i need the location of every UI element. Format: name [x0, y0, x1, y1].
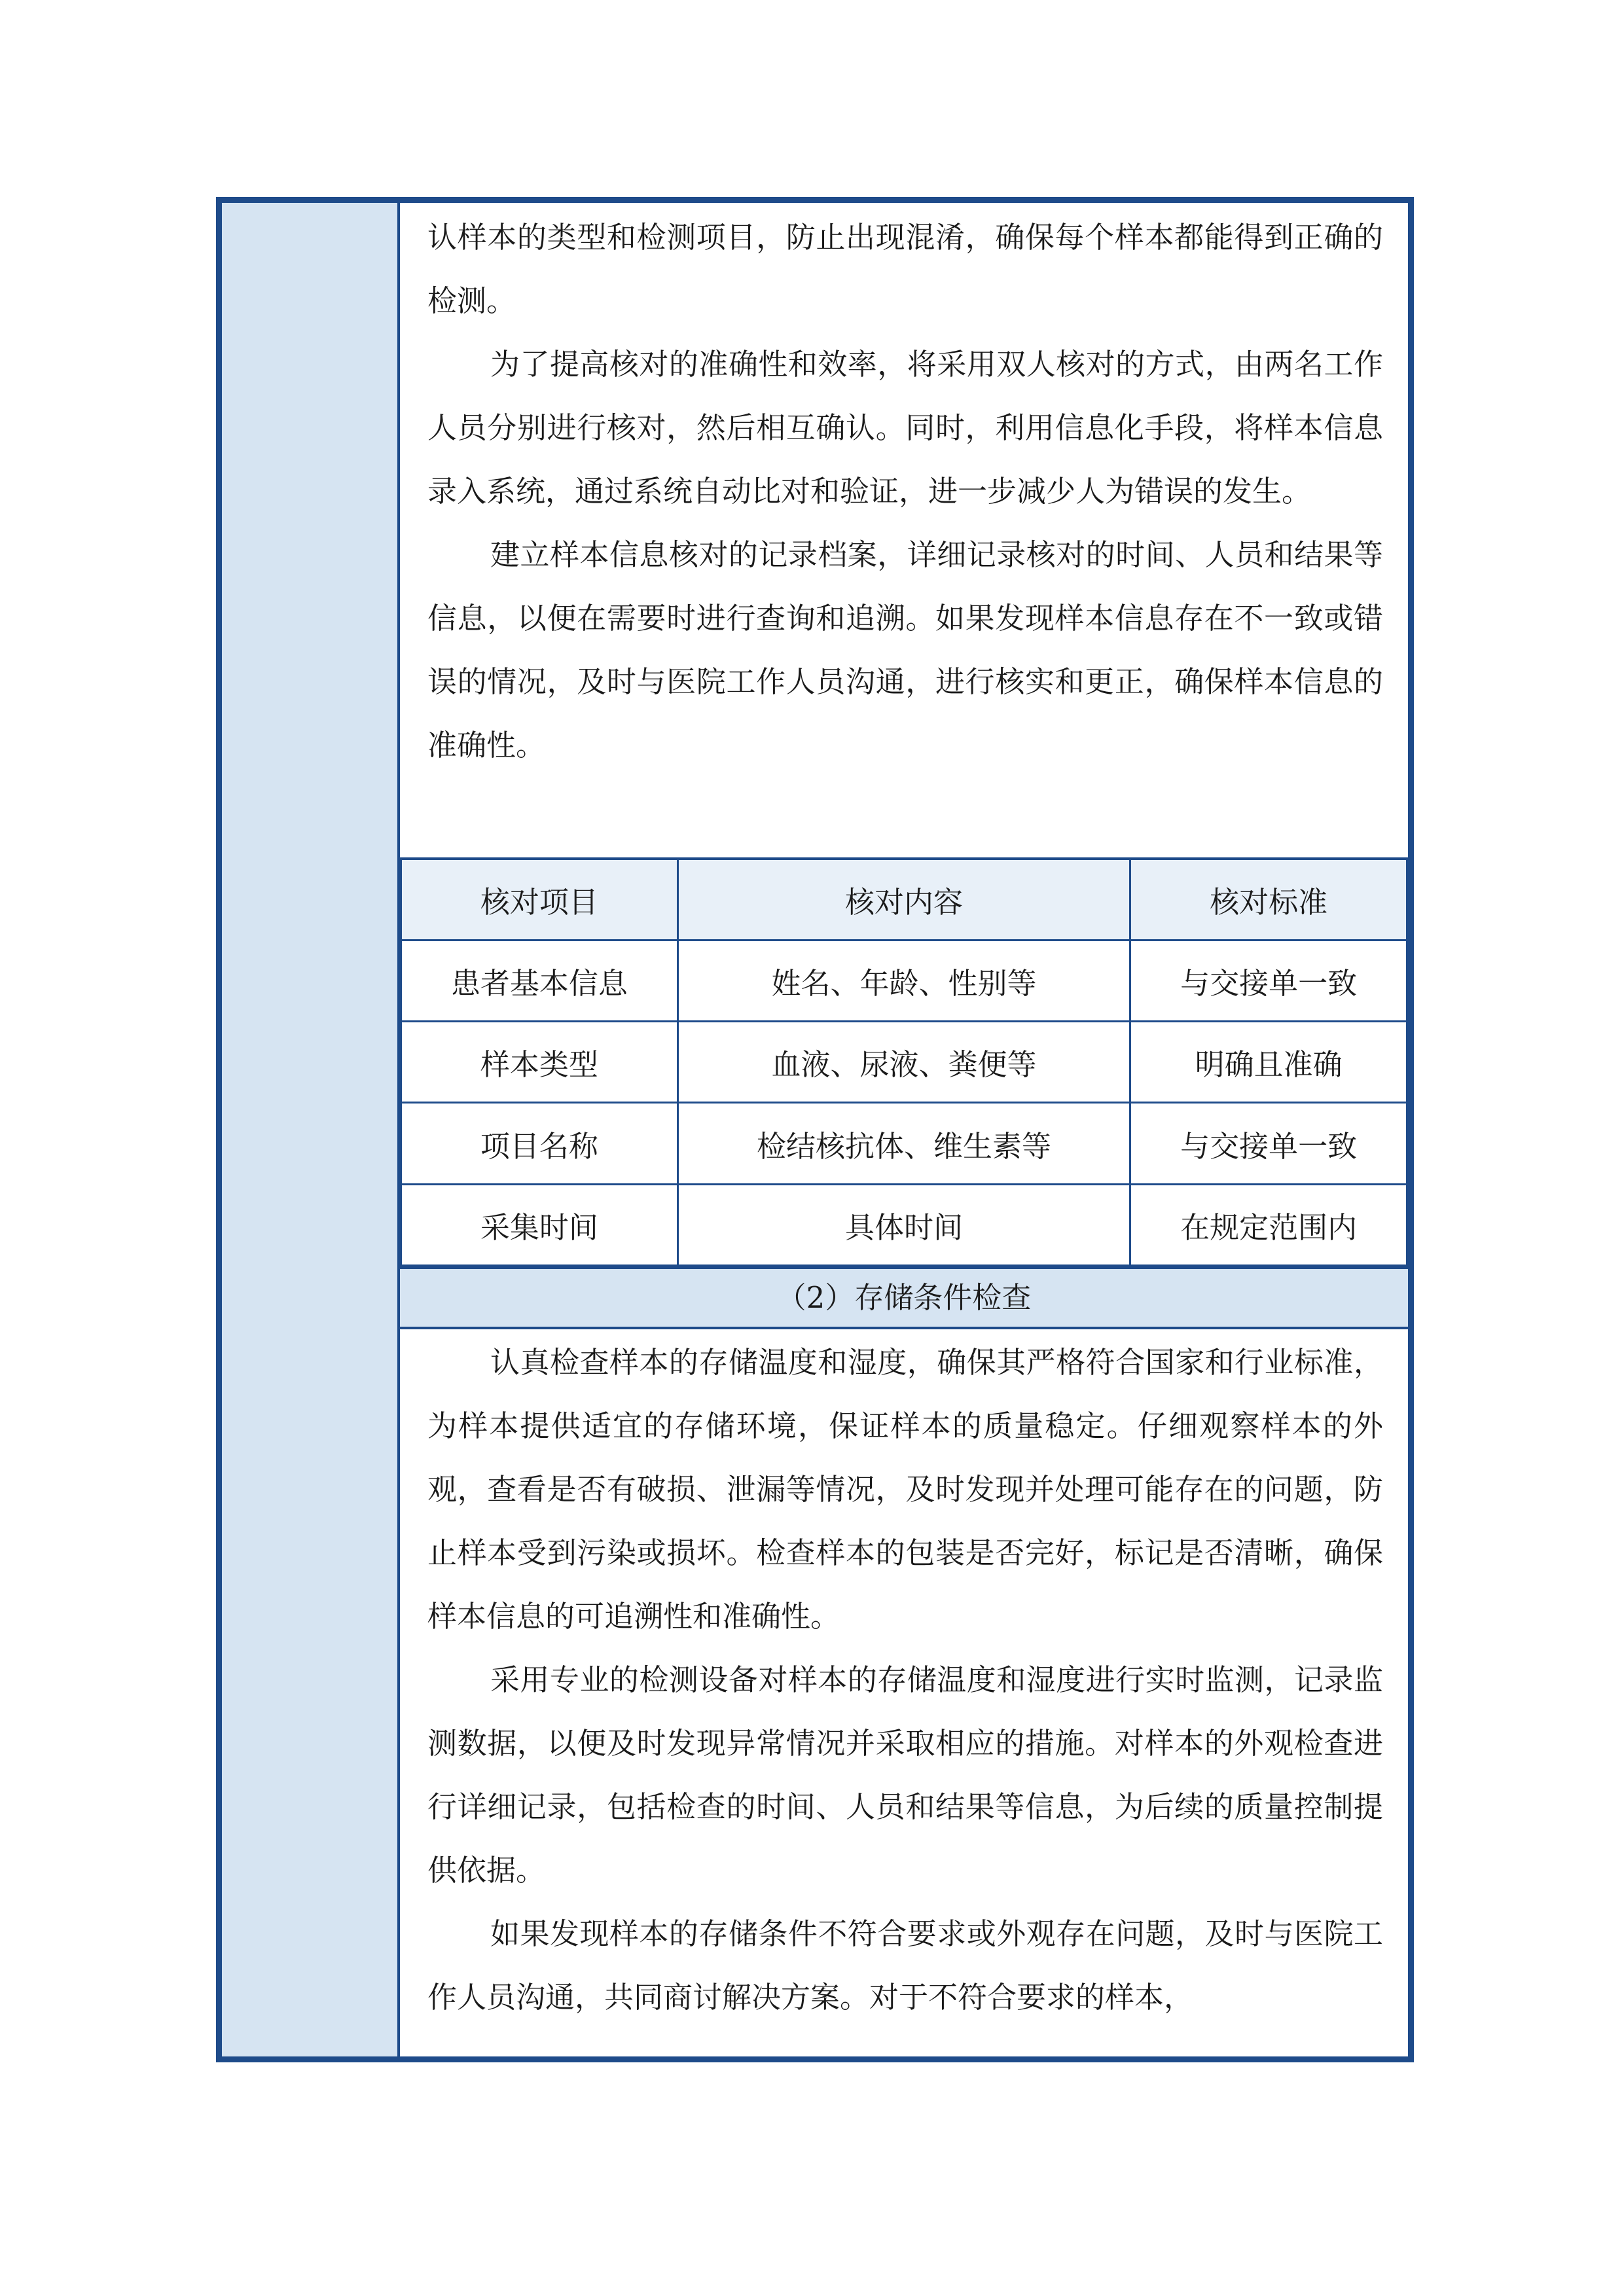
document-frame: [216, 197, 1414, 2062]
table-row: [401, 1022, 1407, 1103]
table-cell: 项目名称: [401, 1103, 678, 1184]
left-sidebar-column: [222, 203, 400, 2056]
table-row: [401, 1184, 1407, 1265]
table-cell: 血液、尿液、粪便等: [677, 1022, 1130, 1103]
table-row: [401, 940, 1407, 1021]
paragraph: 如果发现样本的存储条件不符合要求或外观存在问题，及时与医院工作人员沟通，共同商讨解决方案。对于不符合要求的样本，: [427, 1916, 1383, 2015]
table-cell: 姓名、年龄、性别等: [677, 940, 1130, 1021]
table-cell: 具体时间: [677, 1184, 1130, 1265]
content-column: [400, 203, 1408, 2056]
table-header-cell: 核对项目: [401, 859, 678, 940]
table-cell: 与交接单一致: [1130, 1103, 1407, 1184]
verification-table: [400, 857, 1408, 1266]
table-cell: 采集时间: [401, 1184, 678, 1265]
paragraph: 建立样本信息核对的记录档案，详细记录核对的时间、人员和结果等信息，以便在需要时进行查询和追溯。如果发现样本信息存在不一致或错误的情况，及时与医院工作人员沟通，进行核实和更正，确保样本信息的准确性。: [427, 537, 1383, 762]
paragraph: 认样本的类型和检测项目，防止出现混淆，确保每个样本都能得到正确的检测。: [427, 220, 1383, 318]
paragraph: 认真检查样本的存储温度和湿度，确保其严格符合国家和行业标准，为样本提供适宜的存储环境，保证样本的质量稳定。仔细观察样本的外观，查看是否有破损、泄漏等情况，及时发现并处理可能存在的问题，防止样本受到污染或损坏。检查样本的包装是否完好，标记是否清晰，确保样本信息的可追溯性和准确性。: [427, 1345, 1383, 1634]
table-cell: 明确且准确: [1130, 1022, 1407, 1103]
table-cell: 与交接单一致: [1130, 940, 1407, 1021]
table-header-cell: 核对内容: [677, 859, 1130, 940]
paragraph: 采用专业的检测设备对样本的存储温度和湿度进行实时监测，记录监测数据，以便及时发现异常情况并采取相应的措施。对样本的外观检查进行详细记录，包括检查的时间、人员和结果等信息，为后续的质量控制提供依据。: [427, 1662, 1383, 1888]
table-row: [401, 1103, 1407, 1184]
section-heading: （2）存储条件检查: [400, 1266, 1408, 1329]
table-cell: 在规定范围内: [1130, 1184, 1407, 1265]
bottom-text-block: [400, 1331, 1408, 2029]
table-header-cell: 核对标准: [1130, 859, 1407, 940]
table-cell: 样本类型: [401, 1022, 678, 1103]
table-cell: 患者基本信息: [401, 940, 678, 1021]
paragraph: 为了提高核对的准确性和效率，将采用双人核对的方式，由两名工作人员分别进行核对，然后相互确认。同时，利用信息化手段，将样本信息录入系统，通过系统自动比对和验证，进一步减少人为错误的发生。: [427, 347, 1383, 509]
top-text-block: [400, 206, 1408, 777]
table-header-row: [401, 859, 1407, 940]
table-cell: 检结核抗体、维生素等: [677, 1103, 1130, 1184]
